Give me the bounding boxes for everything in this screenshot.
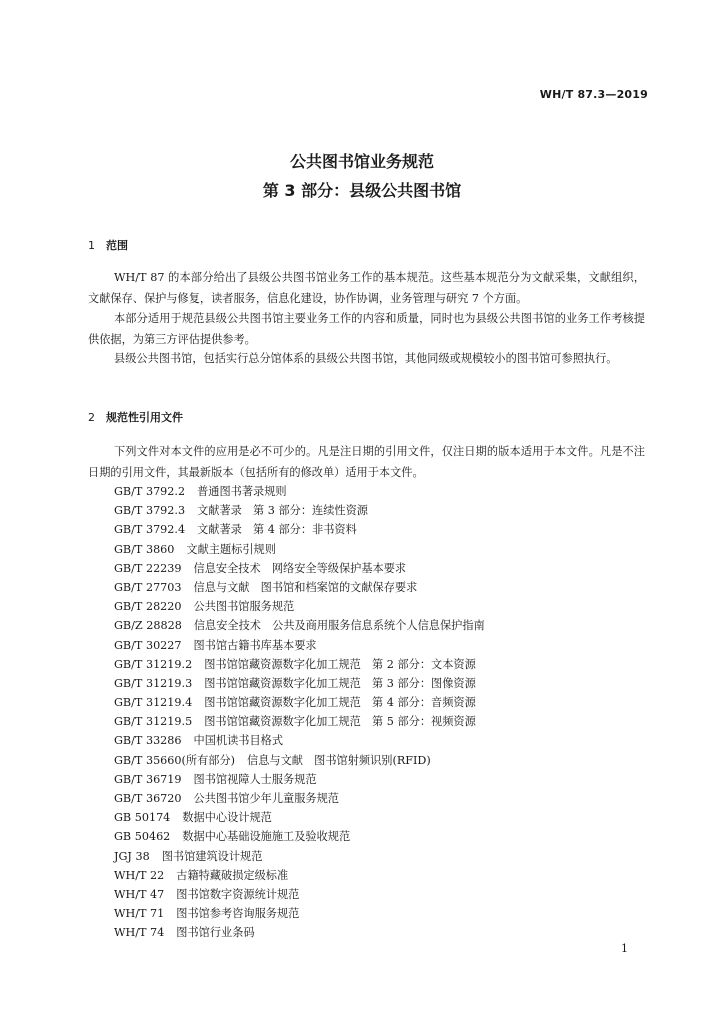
reference-code: GB/T 31219.4 — [114, 696, 193, 710]
reference-code: GB/T 3792.2 — [114, 485, 186, 498]
title-line-1: 公共图书馆业务规范 — [289, 152, 434, 171]
reference-item — [114, 712, 485, 731]
reference-title: 图书馆馆藏资源数字化加工规范 第 3 部分：图像资源 — [204, 676, 476, 690]
reference-title: 信息与文献 图书馆和档案馆的文献保存要求 — [193, 580, 418, 594]
reference-code: WH/T 22 — [114, 868, 165, 882]
reference-item — [114, 789, 485, 808]
reference-code: GB/T 3792.4 — [114, 523, 186, 537]
section-1-title: 范围 — [106, 239, 128, 252]
reference-code: GB/T 35660(所有部分) — [114, 753, 236, 767]
reference-item — [114, 482, 485, 501]
section-1-number: 1 — [88, 239, 95, 252]
reference-item — [114, 693, 485, 712]
scope-paragraph-1: WH/T 87 的本部分给出了县级公共图书馆业务工作的基本规范。这些基本规范分为文献采集，文献组织，文献保存、保护与修复，读者服务，信息化建设，协作协调，业务管理与研究 7 个方面。 — [88, 271, 645, 305]
reference-title: 公共图书馆少年儿童服务规范 — [193, 792, 339, 805]
reference-code: GB/T 31219.3 — [114, 676, 193, 690]
document-title — [0, 147, 724, 205]
reference-item — [114, 827, 485, 846]
reference-code: GB/T 31219.5 — [114, 715, 193, 729]
section-2-heading — [88, 409, 183, 425]
reference-code: GB/Z 28828 — [114, 619, 182, 633]
reference-item — [114, 731, 485, 750]
reference-code: GB/T 28220 — [114, 600, 182, 614]
reference-item — [114, 904, 485, 923]
reference-code: GB/T 3792.3 — [114, 504, 186, 518]
section-1-heading — [88, 237, 128, 253]
reference-item — [114, 866, 485, 885]
reference-item — [114, 655, 485, 674]
reference-title: 古籍特藏破损定级标准 — [176, 868, 289, 882]
reference-title: 图书馆参考咨询服务规范 — [176, 907, 300, 921]
reference-item — [114, 923, 485, 942]
reference-title: 图书馆馆藏资源数字化加工规范 第 4 部分：音频资源 — [204, 696, 476, 710]
reference-item — [114, 636, 485, 655]
reference-item — [114, 520, 485, 539]
standard-code: WH/T 87.3—2019 — [539, 88, 648, 101]
reference-item — [114, 578, 485, 597]
reference-code: GB/T 33286 — [114, 734, 182, 748]
reference-title: 信息安全技术 网络安全等级保护基本要求 — [193, 561, 407, 575]
reference-title: 普通图书著录规则 — [197, 485, 287, 498]
reference-code: WH/T 47 — [114, 887, 165, 901]
reference-list — [114, 482, 485, 943]
normative-references-intro: 下列文件对本文件的应用是必不可少的。凡是注日期的引用文件，仅注日期的版本适用于本文件。凡是不注日期的引用文件，其最新版本（包括所有的修改单）适用于本文件。 — [88, 445, 645, 479]
reference-title: 文献主题标引规则 — [186, 542, 276, 556]
reference-item — [114, 885, 485, 904]
section-2-title: 规范性引用文件 — [106, 411, 183, 424]
page-number: 1 — [621, 942, 628, 955]
reference-title: 图书馆馆藏资源数字化加工规范 第 5 部分：视频资源 — [204, 715, 476, 729]
reference-item — [114, 540, 485, 559]
reference-title: 图书馆建筑设计规范 — [161, 849, 263, 863]
reference-title: 文献著录 第 3 部分：连续性资源 — [197, 504, 368, 518]
reference-title: 公共图书馆服务规范 — [193, 600, 295, 614]
section-2-number: 2 — [88, 411, 95, 424]
reference-code: GB/T 30227 — [114, 638, 182, 652]
reference-title: 数据中心设计规范 — [182, 811, 272, 825]
reference-title: 信息安全技术 公共及商用服务信息系统个人信息保护指南 — [193, 619, 485, 633]
reference-code: GB/T 36719 — [114, 772, 182, 786]
reference-code: GB 50174 — [114, 811, 171, 825]
reference-code: JGJ 38 — [114, 849, 150, 863]
scope-paragraph-3: 县级公共图书馆，包括实行总分馆体系的县级公共图书馆，其他同级或规模较小的图书馆可参照执行。 — [114, 352, 618, 365]
reference-code: GB/T 3860 — [114, 542, 175, 556]
reference-item — [114, 847, 485, 866]
reference-title: 文献著录 第 4 部分：非书资料 — [197, 523, 357, 537]
reference-title: 图书馆视障人士服务规范 — [193, 772, 317, 786]
reference-item — [114, 597, 485, 616]
scope-paragraph-2: 本部分适用于规范县级公共图书馆主要业务工作的内容和质量，同时也为县级公共图书馆的业务工作考核提供依据，为第三方评估提供参考。 — [88, 312, 645, 346]
reference-code: WH/T 71 — [114, 907, 165, 921]
reference-title: 图书馆古籍书库基本要求 — [193, 638, 317, 652]
reference-code: GB/T 22239 — [114, 561, 182, 575]
title-line-2: 第 3 部分：县级公共图书馆 — [262, 181, 462, 200]
reference-title: 图书馆馆藏资源数字化加工规范 第 2 部分：文本资源 — [204, 657, 476, 671]
reference-code: GB/T 36720 — [114, 792, 182, 805]
reference-item — [114, 770, 485, 789]
reference-code: GB/T 27703 — [114, 580, 182, 594]
reference-code: GB/T 31219.2 — [114, 657, 193, 671]
reference-item — [114, 501, 485, 520]
reference-title: 图书馆数字资源统计规范 — [176, 887, 300, 901]
reference-code: GB 50462 — [114, 830, 171, 844]
reference-title: 图书馆行业条码 — [176, 926, 255, 940]
reference-title: 信息与文献 图书馆射频识别(RFID) — [247, 753, 431, 767]
reference-item — [114, 616, 485, 635]
reference-title: 数据中心基础设施施工及验收规范 — [182, 830, 351, 844]
reference-title: 中国机读书目格式 — [193, 734, 284, 748]
reference-item — [114, 751, 485, 770]
reference-code: WH/T 74 — [114, 926, 165, 940]
reference-item — [114, 559, 485, 578]
reference-item — [114, 808, 485, 827]
reference-item — [114, 674, 485, 693]
